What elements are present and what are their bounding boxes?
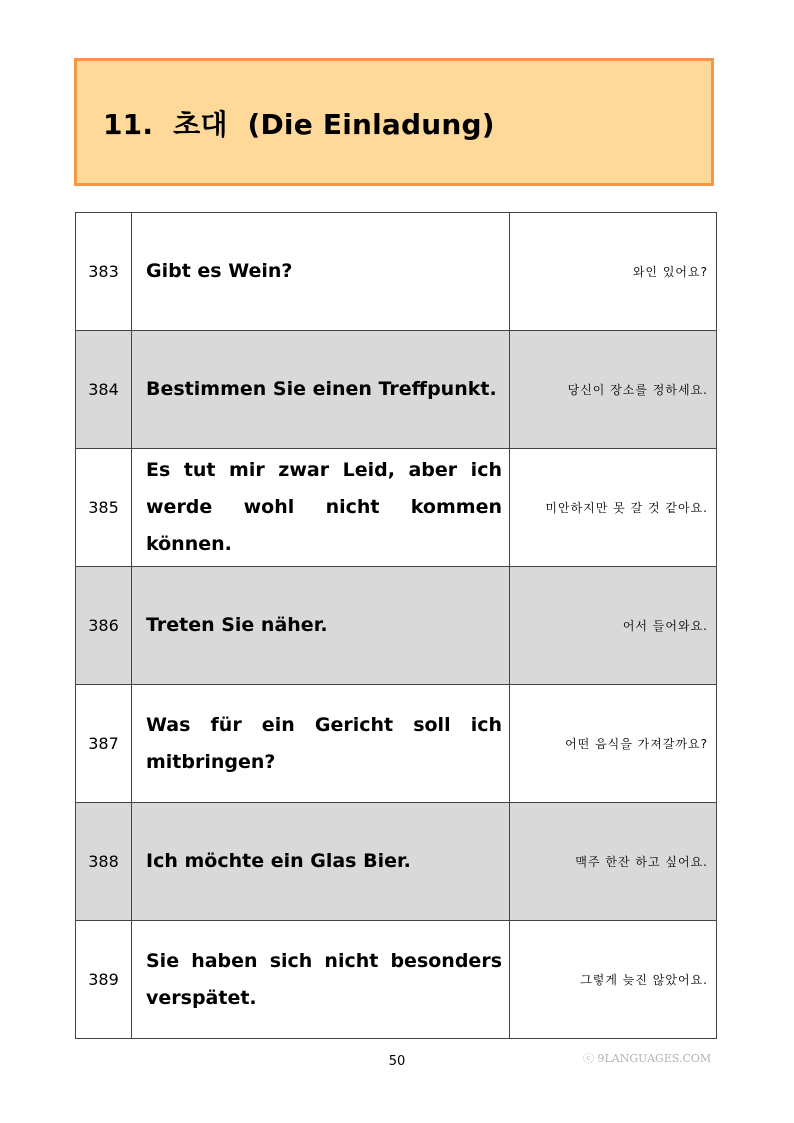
german-phrase: Was für ein Gericht soll ich mitbringen?	[132, 685, 510, 803]
phrase-table	[75, 212, 717, 1039]
phrase-row	[76, 567, 717, 685]
phrase-row	[76, 803, 717, 921]
german-phrase: Es tut mir zwar Leid, aber ich werde wohl nicht kommen können.	[132, 449, 510, 567]
german-phrase: Sie haben sich nicht besonders verspätet.	[132, 921, 510, 1039]
phrase-number: 389	[76, 921, 132, 1039]
korean-translation: 맥주 한잔 하고 싶어요.	[510, 803, 717, 921]
german-phrase: Ich möchte ein Glas Bier.	[132, 803, 510, 921]
phrase-number: 388	[76, 803, 132, 921]
korean-translation: 미안하지만 못 갈 것 같아요.	[510, 449, 717, 567]
phrase-row	[76, 449, 717, 567]
phrase-row	[76, 685, 717, 803]
phrase-number: 387	[76, 685, 132, 803]
german-phrase: Treten Sie näher.	[132, 567, 510, 685]
copyright-watermark: ⓒ 9LANGUAGES.COM	[583, 1052, 712, 1065]
chapter-title: 11. 초대 (Die Einladung)	[103, 108, 495, 141]
phrase-row	[76, 331, 717, 449]
german-phrase: Bestimmen Sie einen Treffpunkt.	[132, 331, 510, 449]
korean-translation: 와인 있어요?	[510, 213, 717, 331]
phrase-number: 383	[76, 213, 132, 331]
phrase-number: 384	[76, 331, 132, 449]
german-phrase: Gibt es Wein?	[132, 213, 510, 331]
korean-translation: 그렇게 늦진 않았어요.	[510, 921, 717, 1039]
korean-translation: 어떤 음식을 가져갈까요?	[510, 685, 717, 803]
korean-translation: 어서 들어와요.	[510, 567, 717, 685]
page-number: 50	[388, 1054, 406, 1069]
phrase-row	[76, 921, 717, 1039]
phrase-number: 386	[76, 567, 132, 685]
korean-translation: 당신이 장소를 정하세요.	[510, 331, 717, 449]
phrase-number: 385	[76, 449, 132, 567]
chapter-title-box	[74, 58, 714, 186]
phrase-row	[76, 213, 717, 331]
